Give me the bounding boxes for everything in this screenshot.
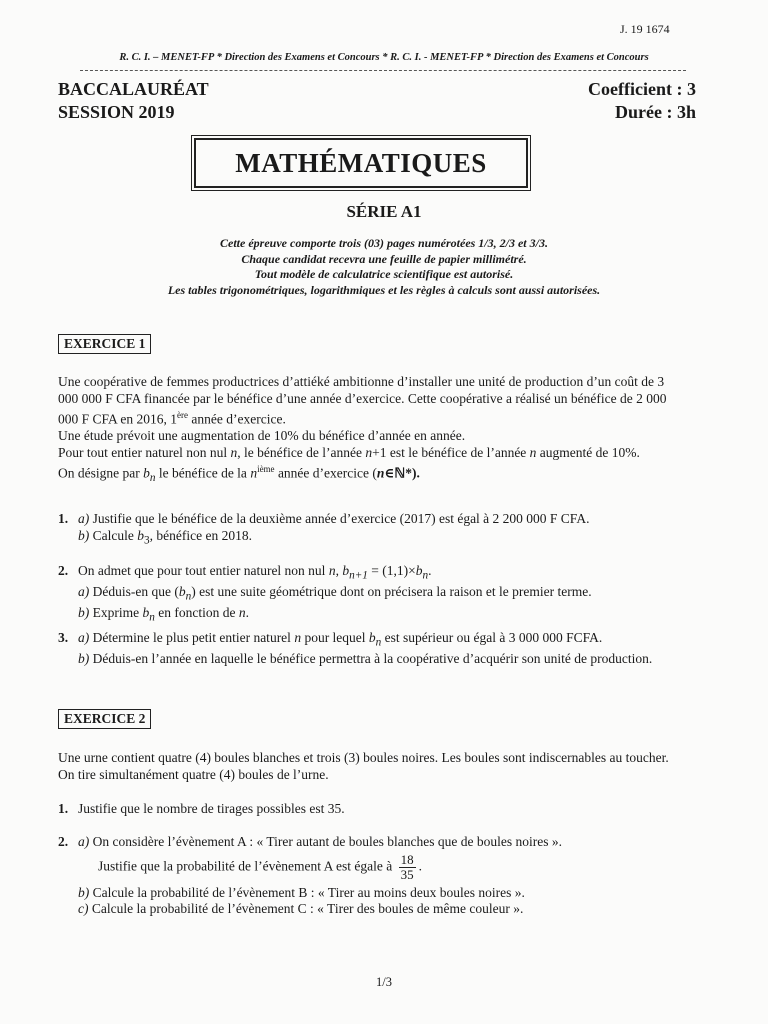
duration: Durée : 3h xyxy=(615,102,696,122)
exercise-1-heading: EXERCICE 1 xyxy=(58,334,151,354)
ex1-question-1: 1. a) Justifie que le bénéfice de la deuxième année d’exercice (2017) est égal à 2 200 000 F CFA. b) Calcule $b_3$, bénéfice en 2018. xyxy=(58,511,590,547)
document-reference: J. 19 1674 xyxy=(620,22,670,36)
subject-title: MATHÉMATIQUES xyxy=(194,138,528,188)
exam-name: BACCALAURÉAT xyxy=(58,79,209,99)
ex1-question-2: 2. On admet que pour tout entier naturel non nul n, $b_{n+1} = (1,1)\times b_n$. a) Déduis-en que $(b_n)$ est une suite géométrique dont on précisera la raison et le premier terme. b) Exprime $b_n$ en fonction de n. xyxy=(58,563,592,625)
ex1-paragraph-2: Une étude prévoit une augmentation de 10% du bénéfice d’année en année. xyxy=(58,428,466,443)
exercise-2-statement: Une urne contient quatre (4) boules blanches et trois (3) boules noires. Les boules sont indiscernables au toucher. On tire simultanément quatre (4) boules de l’urne. xyxy=(58,750,669,782)
exercise-2-heading: EXERCICE 2 xyxy=(58,709,151,729)
probability-statement: Justifie que la probabilité de l’évènement A est égale à $\frac{18}{35}$ . xyxy=(98,851,423,882)
divider xyxy=(80,70,686,71)
series-label: SÉRIE A1 xyxy=(346,202,422,221)
exam-header-left xyxy=(58,78,209,124)
ex2-question-2: 2. a) On considère l’évènement A : « Tirer autant de boules blanches que de boules noires ». Justifie que la probabilité de l’évènement A est égale à $\frac{18}{35}$ . b) Calcule la probabilité de l’évènement B : « Tirer au moins deux boules noires ». c) Calcule la probabilité de l’évènement C : « Tirer des boules de même couleur ». xyxy=(58,834,688,918)
fraction-18-35: $\frac{18}{35}$ xyxy=(400,851,414,882)
ex1-paragraph-3: Pour tout entier naturel non nul n, le bénéfice de l’année n+1 est le bénéfice de l’année n augmenté de 10%. xyxy=(58,444,640,460)
exam-header-right xyxy=(588,78,696,124)
instruction-line: Les tables trigonométriques, logarithmiques et les règles à calculs sont aussi autorisées. xyxy=(167,282,601,297)
exercise-1-statement xyxy=(58,374,686,487)
ex2-question-1: 1. Justifie que le nombre de tirages possibles est 35. xyxy=(58,801,345,816)
page-number: 1/3 xyxy=(376,975,392,989)
ministry-banner: R. C. I. – MENET-FP * Direction des Examens et Concours * R. C. I. - MENET-FP * Direction des Examens et Concours xyxy=(119,52,649,63)
exam-instructions xyxy=(0,236,768,298)
instruction-line: Tout modèle de calculatrice scientifique est autorisé. xyxy=(254,267,514,281)
instruction-line: Cette épreuve comporte trois (03) pages numérotées 1/3, 2/3 et 3/3. xyxy=(220,236,548,250)
ex1-paragraph-4: On désigne par $b_n$ le bénéfice de la $n^{ième}$ année d’exercice (n∈ℕ*). xyxy=(58,464,420,485)
coefficient: Coefficient : 3 xyxy=(588,79,696,99)
ex1-paragraph-1: Une coopérative de femmes productrices d’attiéké ambitionne d’installer une unité de production d’un coût de 3 000 000 F CFA financée par le bénéfice d’une année d’exercice. Cette coopérative a réalisé un bénéfice de 2 000 000 F CFA en 2016, 1ère année d’exercice. xyxy=(58,374,667,427)
instruction-line: Chaque candidat recevra une feuille de papier millimétré. xyxy=(241,251,527,266)
exam-session: SESSION 2019 xyxy=(58,102,175,122)
ex1-question-3: 3. a) Détermine le plus petit entier naturel n pour lequel $b_n$ est supérieur ou égal à 3 000 000 FCFA. b) Déduis-en l’année en laquelle le bénéfice permettra à la coopérative d’acquérir son unité de production. xyxy=(58,630,653,667)
